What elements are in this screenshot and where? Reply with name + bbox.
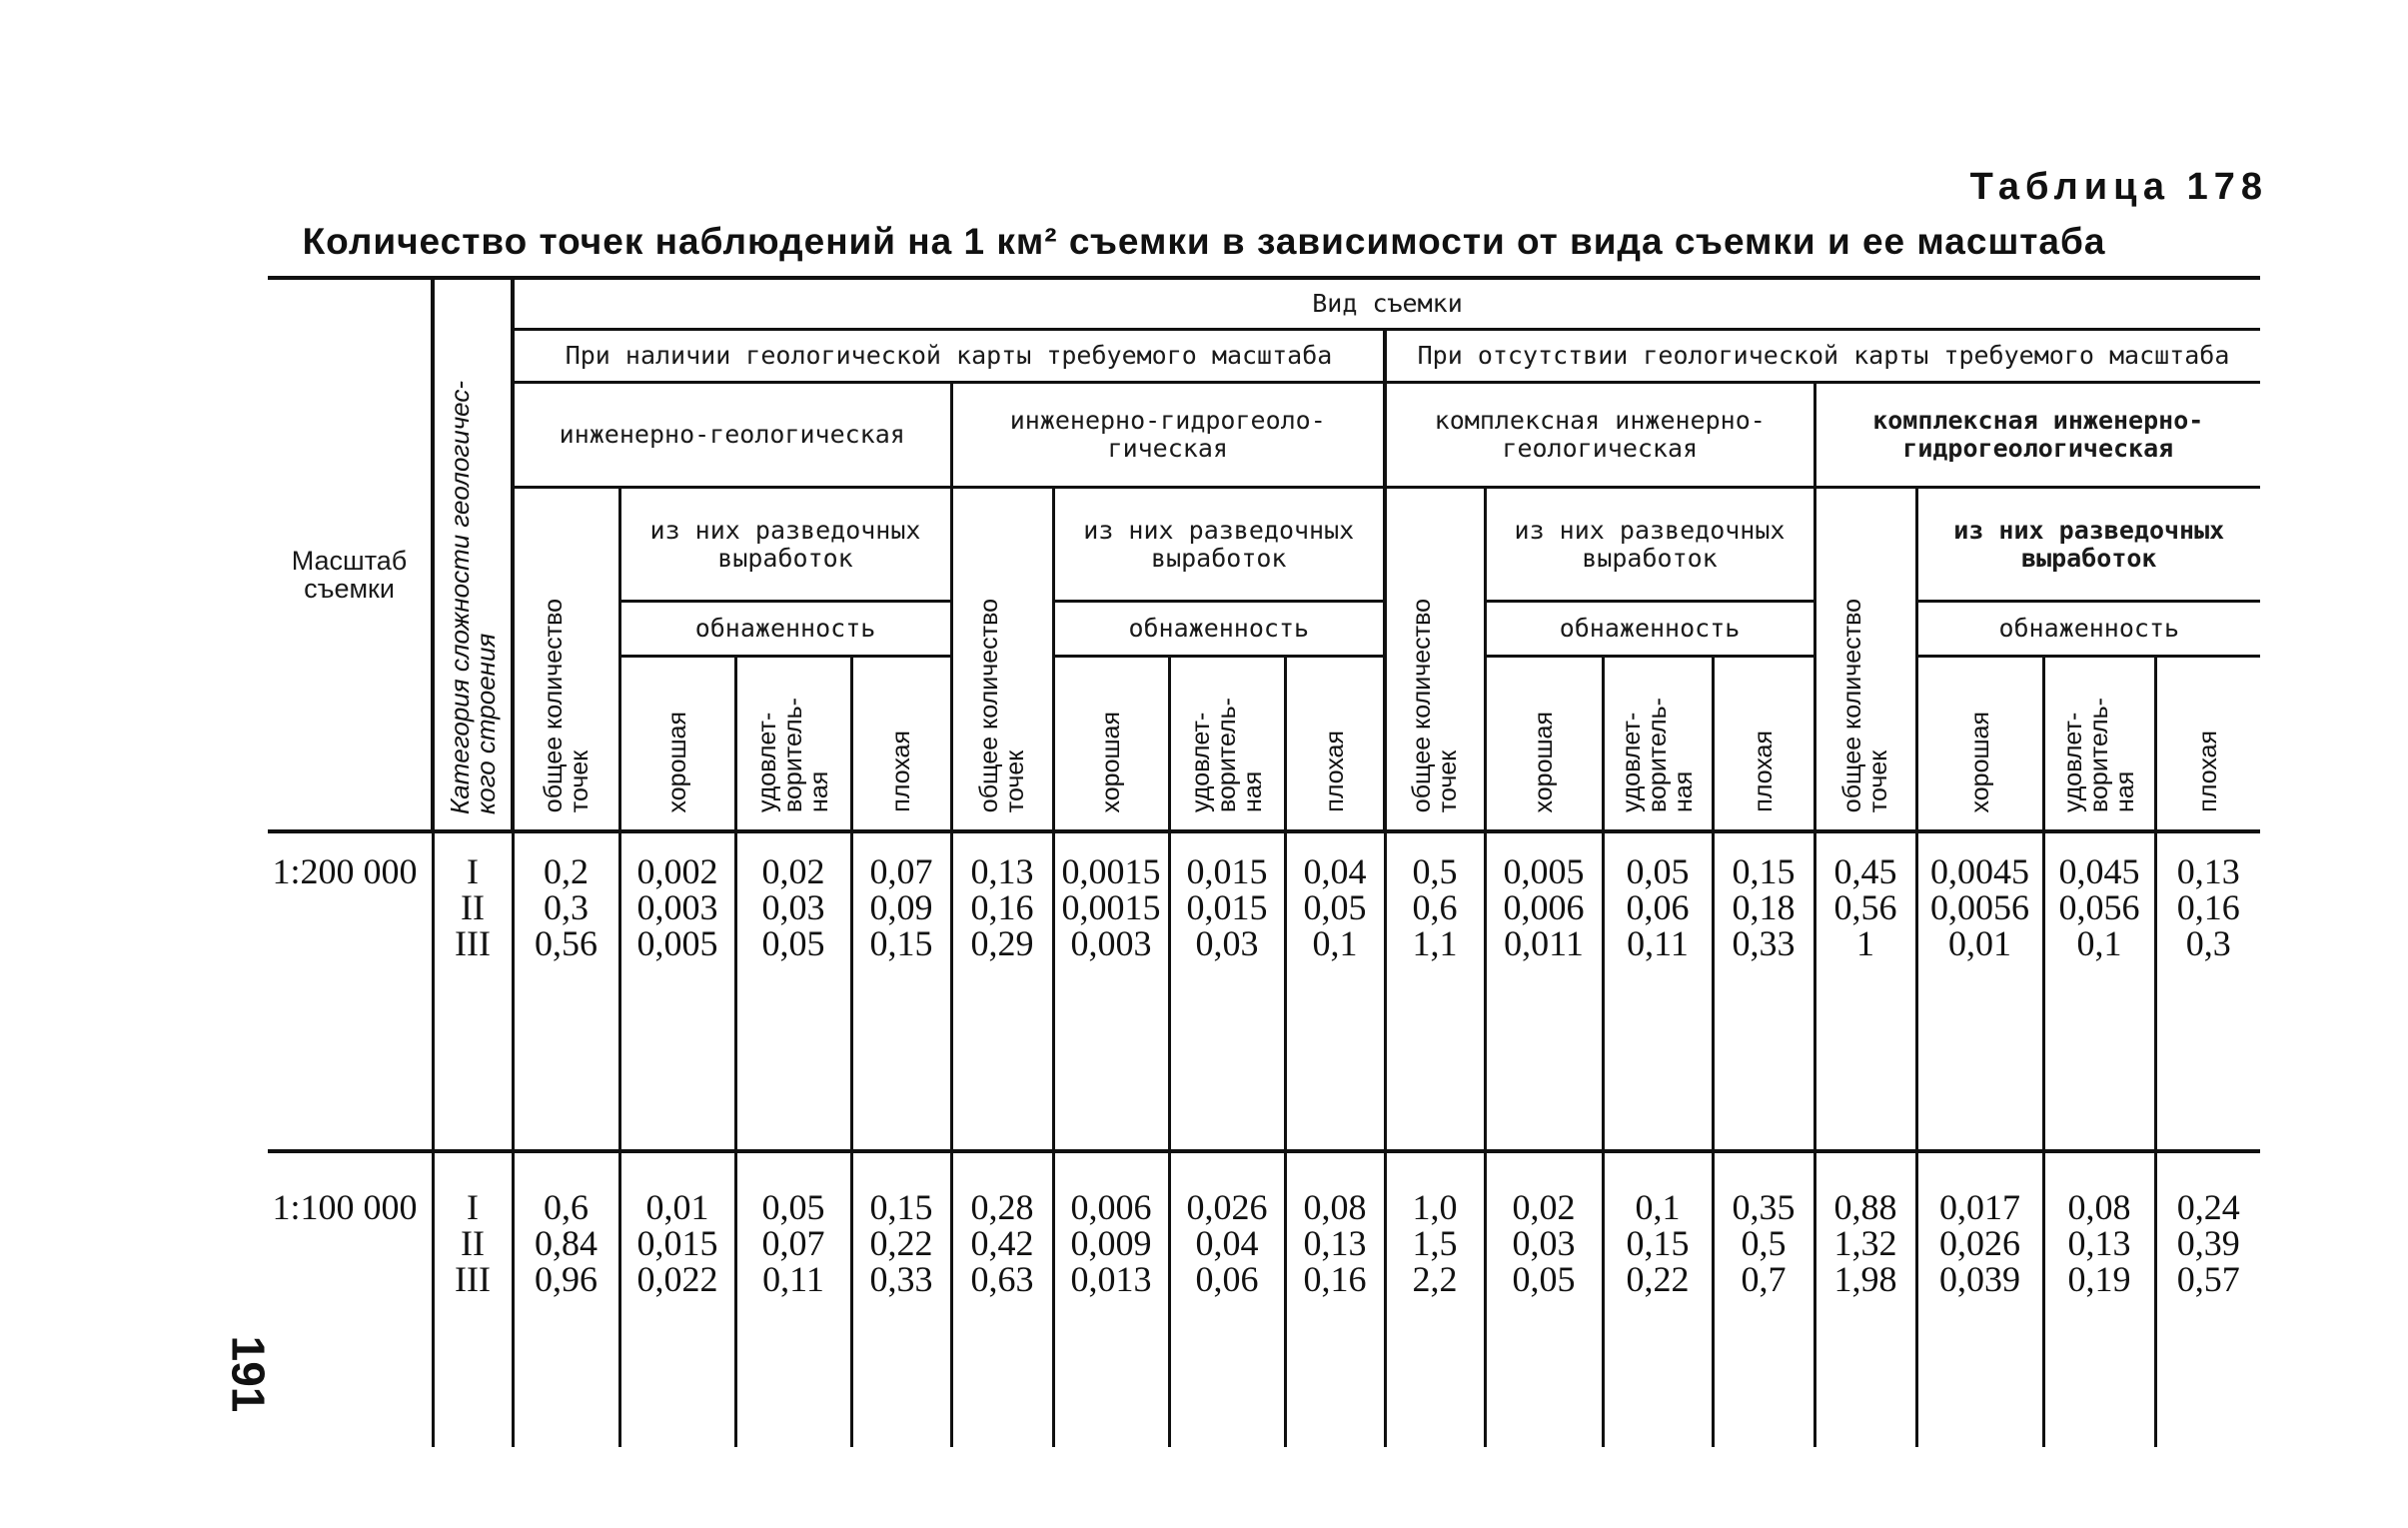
- header-exposure-3: обнаженность: [1485, 602, 1814, 657]
- header-satisfactory-4: удовлет- воритель- ная: [2043, 657, 2155, 832]
- cell: 0,045 0,056 0,1: [2043, 831, 2155, 1151]
- header-satisfactory-3: удовлет- воритель- ная: [1603, 657, 1713, 832]
- header-of-them-1: из них разведочных выработок: [619, 488, 951, 602]
- cell: 0,2 0,3 0,56: [513, 831, 619, 1151]
- header-total-3: общее количество точек: [1385, 488, 1485, 832]
- cell: 0,005 0,006 0,011: [1485, 831, 1603, 1151]
- header-good-4: хорошая: [1916, 657, 2043, 832]
- cell: 0,24 0,39 0,57: [2155, 1151, 2260, 1447]
- header-without-map: При отсутствии геологической карты требуемого масштаба: [1385, 330, 2260, 383]
- header-good-3: хорошая: [1485, 657, 1603, 832]
- header-exposure-2: обнаженность: [1053, 602, 1385, 657]
- cell: 0,05 0,07 0,11: [735, 1151, 851, 1447]
- page-number: 191: [222, 1335, 275, 1413]
- cell: 0,017 0,026 0,039: [1916, 1151, 2043, 1447]
- cell: 0,5 0,6 1,1: [1385, 831, 1485, 1151]
- header-complex-eng-geo: комплексная инженерно- геологическая: [1385, 383, 1814, 488]
- header-exposure-4: обнаженность: [1916, 602, 2260, 657]
- table-row: [268, 1151, 2260, 1447]
- cell: 0,05 0,06 0,11: [1603, 831, 1713, 1151]
- header-poor-2: плохая: [1285, 657, 1385, 832]
- header-satisfactory-1: удовлет- воритель- ная: [735, 657, 851, 832]
- cell: 0,04 0,05 0,1: [1285, 831, 1385, 1151]
- table-number: Таблица 178: [1969, 166, 2268, 208]
- header-total-2: общее количество точек: [951, 488, 1053, 832]
- header-poor-4: плохая: [2155, 657, 2260, 832]
- cell: 0,1 0,15 0,22: [1603, 1151, 1713, 1447]
- cell: 0,13 0,16 0,3: [2155, 831, 2260, 1151]
- cell: 0,08 0,13 0,16: [1285, 1151, 1385, 1447]
- document-title: Количество точек наблюдений на 1 км² съемки в зависимости от вида съемки и ее масштаба: [302, 221, 2106, 262]
- cell: 0,35 0,5 0,7: [1713, 1151, 1814, 1447]
- header-of-them-2: из них разведочных выработок: [1053, 488, 1385, 602]
- row-scale: 1:100 000: [272, 1187, 418, 1227]
- header-total-1: общее количество точек: [513, 488, 619, 832]
- header-of-them-3: из них разведочных выработок: [1485, 488, 1814, 602]
- header-satisfactory-2: удовлет- воритель- ная: [1169, 657, 1285, 832]
- cell: 0,28 0,42 0,63: [951, 1151, 1053, 1447]
- header-exposure-1: обнаженность: [619, 602, 951, 657]
- header-category: Категория сложности геологичес- кого строения: [433, 278, 513, 831]
- cell: 0,02 0,03 0,05: [735, 831, 851, 1151]
- cell: 0,13 0,16 0,29: [951, 831, 1053, 1151]
- header-eng-hydro: инженерно-гидрогеоло- гическая: [951, 383, 1385, 488]
- header-scale: Масштаб съемки: [268, 278, 433, 831]
- header-good-2: хорошая: [1053, 657, 1169, 832]
- cell: 1,0 1,5 2,2: [1385, 1151, 1485, 1447]
- cell: 0,08 0,13 0,19: [2043, 1151, 2155, 1447]
- row-categories: I II III: [433, 1151, 513, 1447]
- header-with-map: При наличии геологической карты требуемого масштаба: [513, 330, 1385, 383]
- cell: 0,01 0,015 0,022: [619, 1151, 735, 1447]
- cell: 0,0045 0,0056 0,01: [1916, 831, 2043, 1151]
- cell: 0,6 0,84 0,96: [513, 1151, 619, 1447]
- cell: 0,02 0,03 0,05: [1485, 1151, 1603, 1447]
- header-poor-1: плохая: [851, 657, 951, 832]
- header-of-them-4: из них разведочных выработок: [1916, 488, 2260, 602]
- row-categories: I II III: [433, 831, 513, 1151]
- header-survey-type: Вид съемки: [513, 278, 2260, 330]
- cell: 0,015 0,015 0,03: [1169, 831, 1285, 1151]
- table-row: [268, 831, 2260, 1151]
- header-poor-3: плохая: [1713, 657, 1814, 832]
- cell: 0,15 0,18 0,33: [1713, 831, 1814, 1151]
- header-total-4: общее количество точек: [1814, 488, 1916, 832]
- header-good-1: хорошая: [619, 657, 735, 832]
- header-eng-geo: инженерно-геологическая: [513, 383, 951, 488]
- observation-points-table: [268, 276, 2260, 1447]
- row-scale: 1:200 000: [268, 831, 433, 1151]
- header-complex-eng-hydro: комплексная инженерно- гидрогеологическая: [1814, 383, 2260, 488]
- cell: 0,0015 0,0015 0,003: [1053, 831, 1169, 1151]
- cell: 0,88 1,32 1,98: [1814, 1151, 1916, 1447]
- cell: 0,002 0,003 0,005: [619, 831, 735, 1151]
- cell: 0,006 0,009 0,013: [1053, 1151, 1169, 1447]
- cell: 0,15 0,22 0,33: [851, 1151, 951, 1447]
- cell: 0,45 0,56 1: [1814, 831, 1916, 1151]
- cell: 0,026 0,04 0,06: [1169, 1151, 1285, 1447]
- cell: 0,07 0,09 0,15: [851, 831, 951, 1151]
